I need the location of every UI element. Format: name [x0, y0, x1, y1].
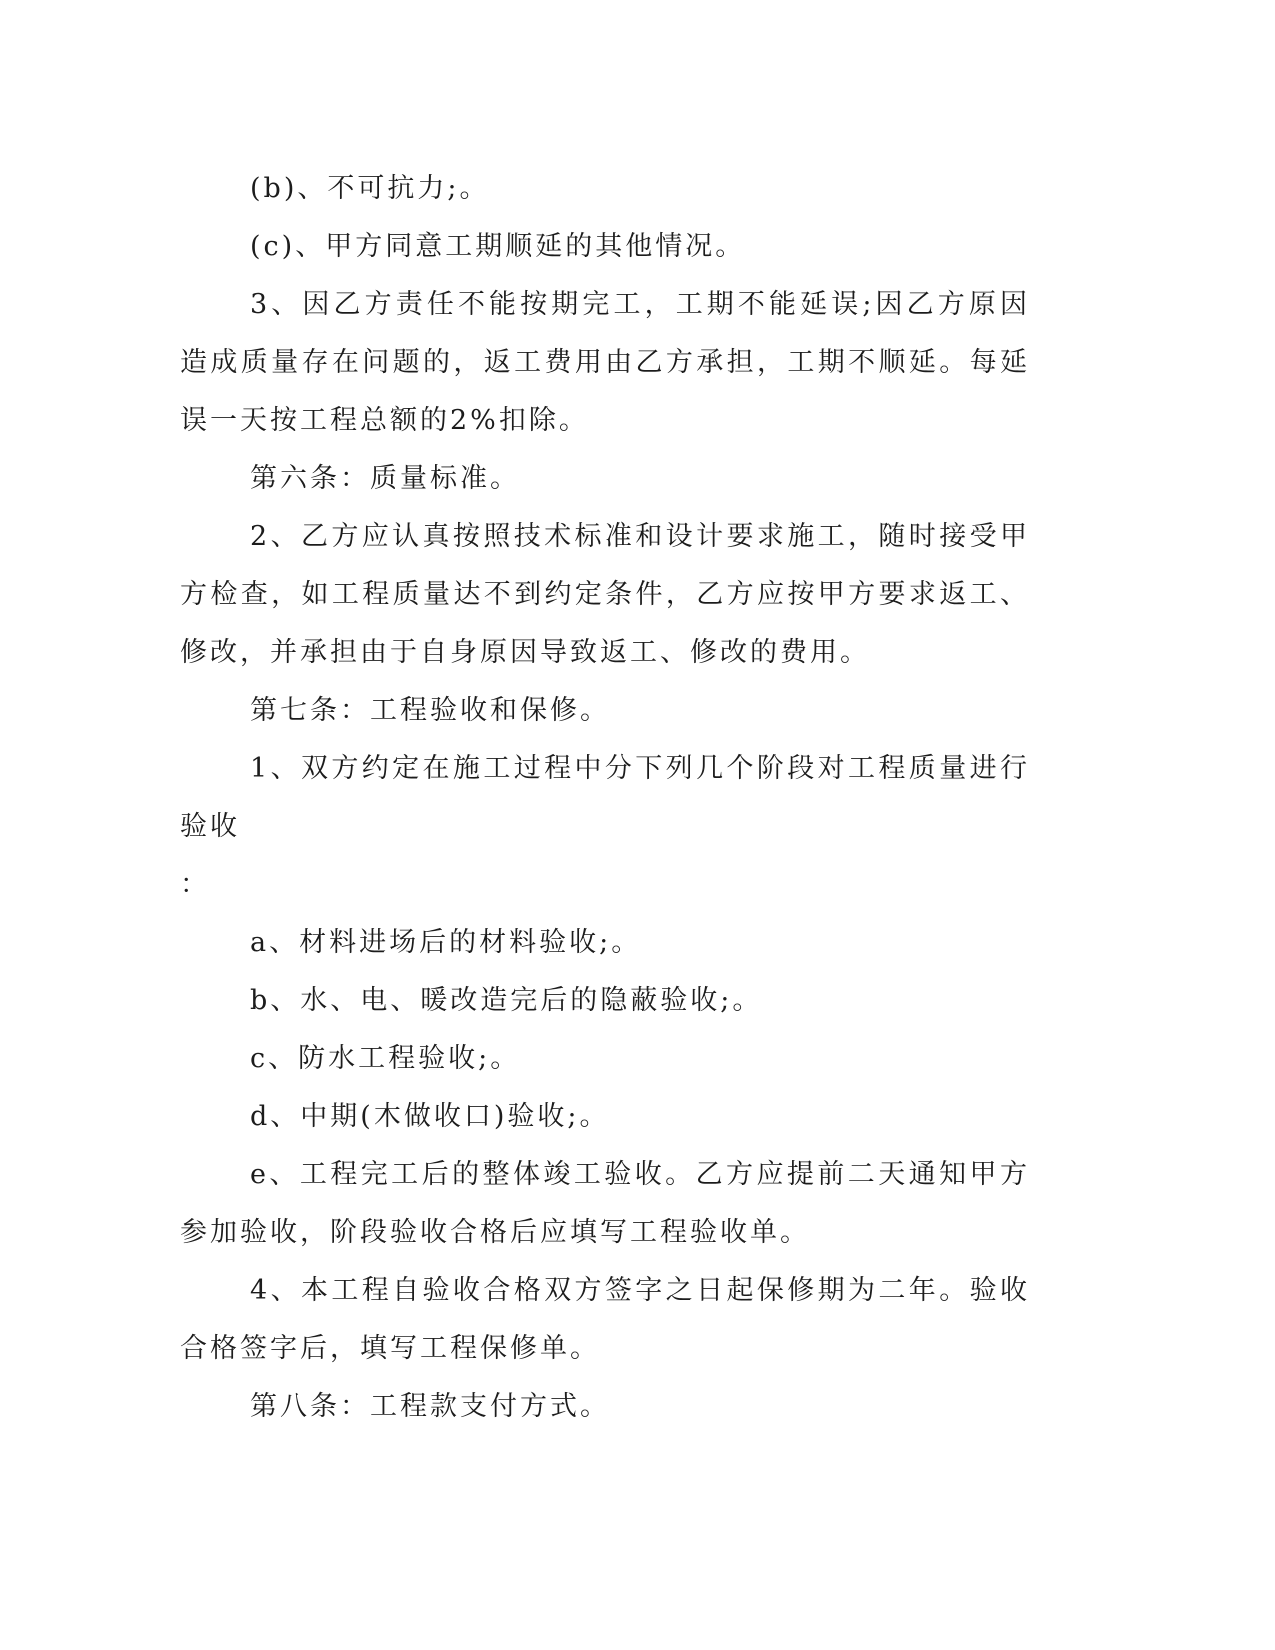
stage-a-material: a、材料进场后的材料验收;。: [250, 927, 642, 958]
stage-c-waterproof: c、防水工程验收;。: [250, 1043, 521, 1074]
article-8-heading: 第八条：工程款支付方式。: [250, 1391, 610, 1422]
clause-1-acceptance-stages: 1、双方约定在施工过程中分下列几个阶段对工程质量进行验收: [180, 753, 1030, 842]
article-6-heading: 第六条：质量标准。: [250, 463, 520, 494]
stage-b-concealed: b、水、电、暖改造完后的隐蔽验收;。: [250, 985, 763, 1016]
article-7-heading: 第七条：工程验收和保修。: [250, 695, 610, 726]
stage-e-final: e、工程完工后的整体竣工验收。乙方应提前二天通知甲方参加验收，阶段验收合格后应填写工程验收单。: [180, 1159, 1030, 1248]
clause-b-force-majeure: (b)、不可抗力;。: [250, 173, 490, 204]
clause-c-other-extension: (c)、甲方同意工期顺延的其他情况。: [250, 231, 746, 262]
document-body: [180, 160, 1030, 1436]
clause-4-warranty: 4、本工程自验收合格双方签字之日起保修期为二年。验收合格签字后，填写工程保修单。: [180, 1275, 1030, 1364]
colon-line: ：: [180, 869, 210, 900]
clause-3-delay-penalty: 3、因乙方责任不能按期完工，工期不能延误;因乙方原因造成质量存在问题的，返工费用由乙方承担，工期不顺延。每延误一天按工程总额的2%扣除。: [180, 289, 1030, 436]
clause-2-quality-standard: 2、乙方应认真按照技术标准和设计要求施工，随时接受甲方检查，如工程质量达不到约定条件，乙方应按甲方要求返工、修改，并承担由于自身原因导致返工、修改的费用。: [180, 521, 1030, 668]
stage-d-midterm: d、中期(木做收口)验收;。: [250, 1101, 610, 1132]
